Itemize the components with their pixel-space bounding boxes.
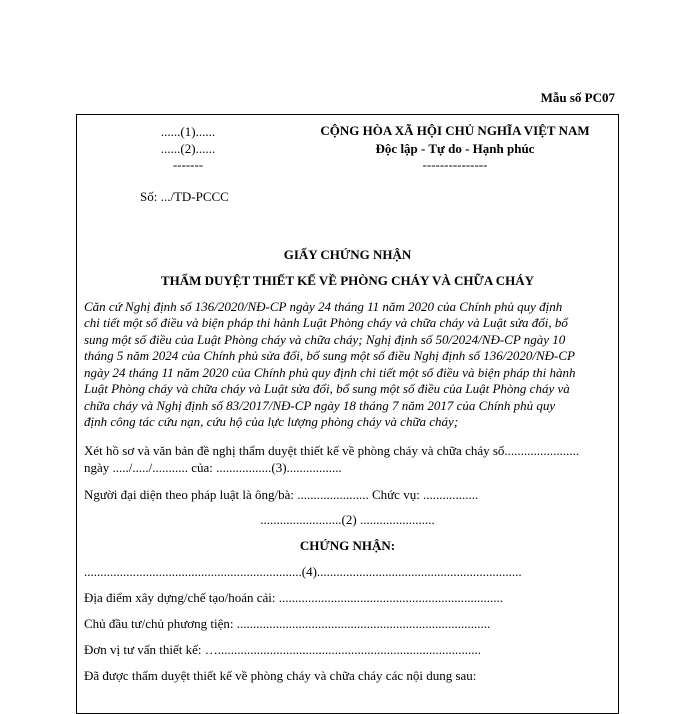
certify-heading: CHỨNG NHẬN: [299,538,396,553]
form-code: Mẫu số PC07 [540,90,615,105]
issuing-authority-line: ......(1)...... [160,124,216,139]
legal-basis-line: Luật Phòng cháy và chữa cháy và Luật sửa đổi, bổ sung một số điều của Luật Phòng cháy và [84,381,570,396]
legal-basis-line: chi tiết một số điều và biện pháp thi hành Luật Phòng cháy và chữa cháy và Luật sửa đổi, bổ [84,315,568,330]
investor-line: Chủ đầu tư/chủ phương tiện: .............................................................................. [84,616,491,631]
national-title: CỘNG HÒA XÃ HỘI CHỦ NGHĨA VIỆT NAM [320,123,590,138]
issuing-unit-line: ......(2)...... [160,141,216,156]
certificate-title: GIẤY CHỨNG NHẬN [283,247,412,262]
review-date-line: ngày ...../...../........... của: .................(3)................. [84,460,342,475]
legal-representative-line: Người đại diện theo pháp luật là ông/bà: ...................... Chức vụ: ................. [84,487,479,502]
certificate-subtitle: THẨM DUYỆT THIẾT KẾ VỀ PHÒNG CHÁY VÀ CHỮA CHÁY [160,273,535,288]
legal-basis-line: định công tác cứu nạn, cứu hộ của lực lượng phòng cháy và chữa cháy; [84,414,459,429]
legal-basis-line: chữa cháy và Nghị định số 83/2017/NĐ-CP ngày 18 tháng 7 năm 2017 của Chính phủ quy [84,398,556,413]
signer-line: .........................(2) ....................... [260,512,435,527]
legal-basis-line: sung một số điều của Luật Phòng cháy và chữa cháy; Nghị định số 50/2024/NĐ-CP ngày 10 [84,332,566,347]
item-line: ...................................................................(4)............................................................... [84,564,522,579]
right-divider: --------------- [422,157,488,172]
legal-basis-line: tháng 5 năm 2024 của Chính phủ sửa đổi, bổ sung một số điều Nghị định số 136/2020/NĐ-CP [84,348,575,363]
location-line: Địa điểm xây dựng/chế tạo/hoán cải: ..................................................................... [84,590,504,605]
consultant-line: Đơn vị tư vấn thiết kế: …................................................................................. [84,642,482,657]
national-motto: Độc lập - Tự do - Hạnh phúc [375,141,535,156]
review-line: Xét hồ sơ và văn bản đề nghị thẩm duyệt thiết kế về phòng cháy và chữa cháy số....................... [84,443,580,458]
approved-contents-line: Đã được thẩm duyệt thiết kế về phòng cháy và chữa cháy các nội dung sau: [84,668,477,683]
left-divider: ------- [172,157,204,172]
legal-basis-line: ngày 24 tháng 11 năm 2020 của Chính phủ quy định chi tiết một số điều và biện pháp thi hành [84,365,576,380]
document-number: Số: .../TD-PCCC [140,189,229,204]
legal-basis-line: Căn cứ Nghị định số 136/2020/NĐ-CP ngày 24 tháng 11 năm 2020 của Chính phủ quy định [84,299,563,314]
